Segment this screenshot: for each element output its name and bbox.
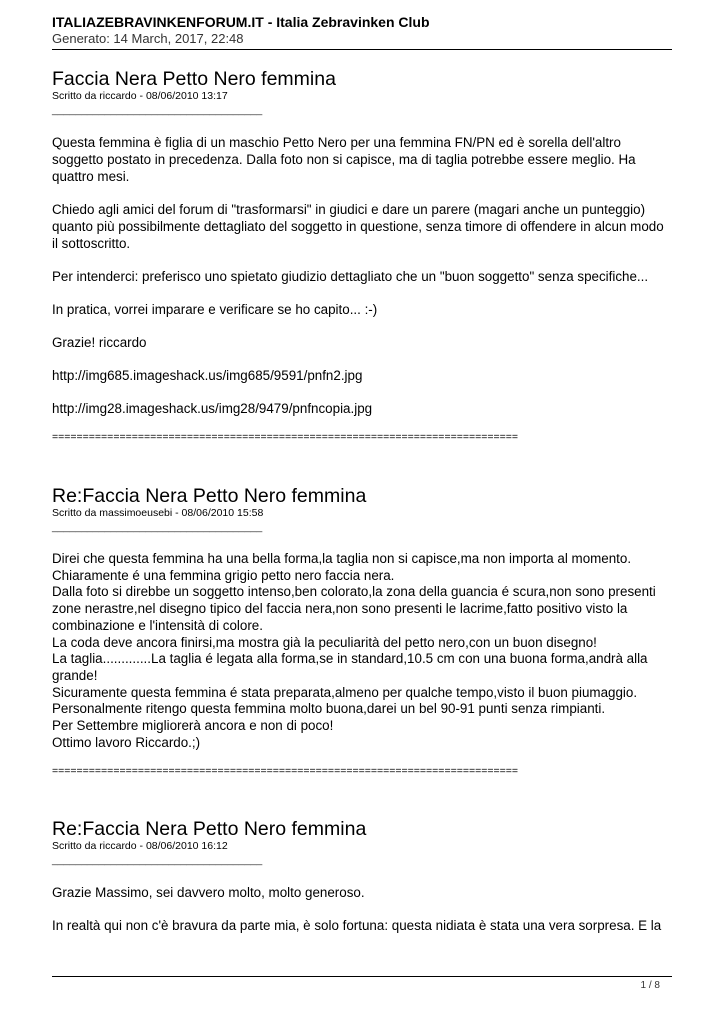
document-header — [52, 14, 672, 47]
paragraph: In realtà qui non c'è bravura da parte mia, è solo fortuna: questa nidiata è stata una vera sorpresa. E la — [52, 918, 662, 933]
text-line: Per Settembre migliorerà ancora e non di poco! — [52, 718, 334, 734]
paragraph: Chiedo agli amici del forum di "trasformarsi" in giudici e dare un parere (magari anche un punteggio) quanto più possibilmente dettagliato del soggetto in questione, senza timore di offendere in alcun modo il sottoscritto. — [52, 202, 664, 251]
text-line: Personalmente ritengo questa femmina molto buona,darei un bel 90-91 punti senza rimpianti. — [52, 701, 606, 717]
paragraph: Questa femmina è figlia di un maschio Petto Nero per una femmina FN/PN ed è sorella dell'altro soggetto postato in precedenza. Dalla foto non si capisce, ma di taglia potrebbe essere meglio. Ha quattro mesi. — [52, 135, 636, 184]
text-line: Dalla foto si direbbe un soggetto intenso,ben colorato,la zona della guancia é scura,non sono presenti zone nerastre,nel disegno tipico del faccia nera,non sono presenti le lacrime,fatto positivo visto la combinazione e l'intensità di colore. — [52, 584, 656, 633]
post-2 — [52, 486, 672, 777]
post-1 — [52, 69, 672, 443]
site-title: ITALIAZEBRAVINKENFORUM.IT - Italia Zebravinken Club — [52, 14, 430, 30]
post-body — [52, 551, 672, 777]
post-meta: Scritto da massimoeusebi - 08/06/2010 15:58 — [52, 507, 264, 519]
footer-divider — [52, 976, 672, 977]
text-line: La coda deve ancora finirsi,ma mostra già la peculiarità del petto nero,con un buon disegno! — [52, 634, 597, 650]
text-line: Direi che questa femmina ha una bella forma,la taglia non si capisce,ma non importa al momento. — [52, 551, 632, 566]
page-number: 1 / 8 — [640, 980, 660, 991]
text-line: Chiaramente é una femmina grigio petto nero faccia nera. — [52, 567, 395, 583]
post-meta: Scritto da riccardo - 08/06/2010 13:17 — [52, 90, 228, 102]
text-line: La taglia.............La taglia é legata alla forma,se in standard,10.5 cm con una buona forma,andrà alla grande! — [52, 651, 648, 683]
paragraph-block — [52, 551, 672, 751]
image-link[interactable]: http://img685.imageshack.us/img685/9591/pnfn2.jpg — [52, 368, 363, 383]
post-body — [52, 134, 672, 443]
post-separator: ____________________________________ — [52, 854, 263, 866]
post-separator: ____________________________________ — [52, 521, 263, 533]
post-3 — [52, 819, 672, 950]
post-separator: ____________________________________ — [52, 104, 263, 116]
image-link[interactable]: http://img28.imageshack.us/img28/9479/pnfncopia.jpg — [52, 401, 373, 416]
paragraph: Grazie! riccardo — [52, 335, 147, 350]
generated-date: Generato: 14 March, 2017, 22:48 — [52, 31, 244, 46]
post-meta: Scritto da riccardo - 08/06/2010 16:12 — [52, 840, 228, 852]
paragraph: Per intenderci: preferisco uno spietato giudizio dettagliato che un "buon soggetto" senza specifiche... — [52, 269, 649, 284]
post-body — [52, 884, 672, 934]
text-line: Ottimo lavoro Riccardo.;) — [52, 734, 201, 750]
text-line: Sicuramente questa femmina é stata preparata,almeno per qualche tempo,visto il buon piumaggio. — [52, 684, 638, 700]
paragraph: Grazie Massimo, sei davvero molto, molto generoso. — [52, 885, 365, 900]
post-title: Re:Faccia Nera Petto Nero femmina — [52, 818, 367, 840]
post-end-rule: ============================================================================ — [52, 765, 519, 778]
paragraph: In pratica, vorrei imparare e verificare se ho capito... :-) — [52, 302, 378, 317]
post-title: Faccia Nera Petto Nero femmina — [52, 68, 336, 90]
post-title: Re:Faccia Nera Petto Nero femmina — [52, 485, 367, 507]
post-end-rule: ============================================================================ — [52, 431, 519, 443]
header-divider — [52, 49, 672, 50]
